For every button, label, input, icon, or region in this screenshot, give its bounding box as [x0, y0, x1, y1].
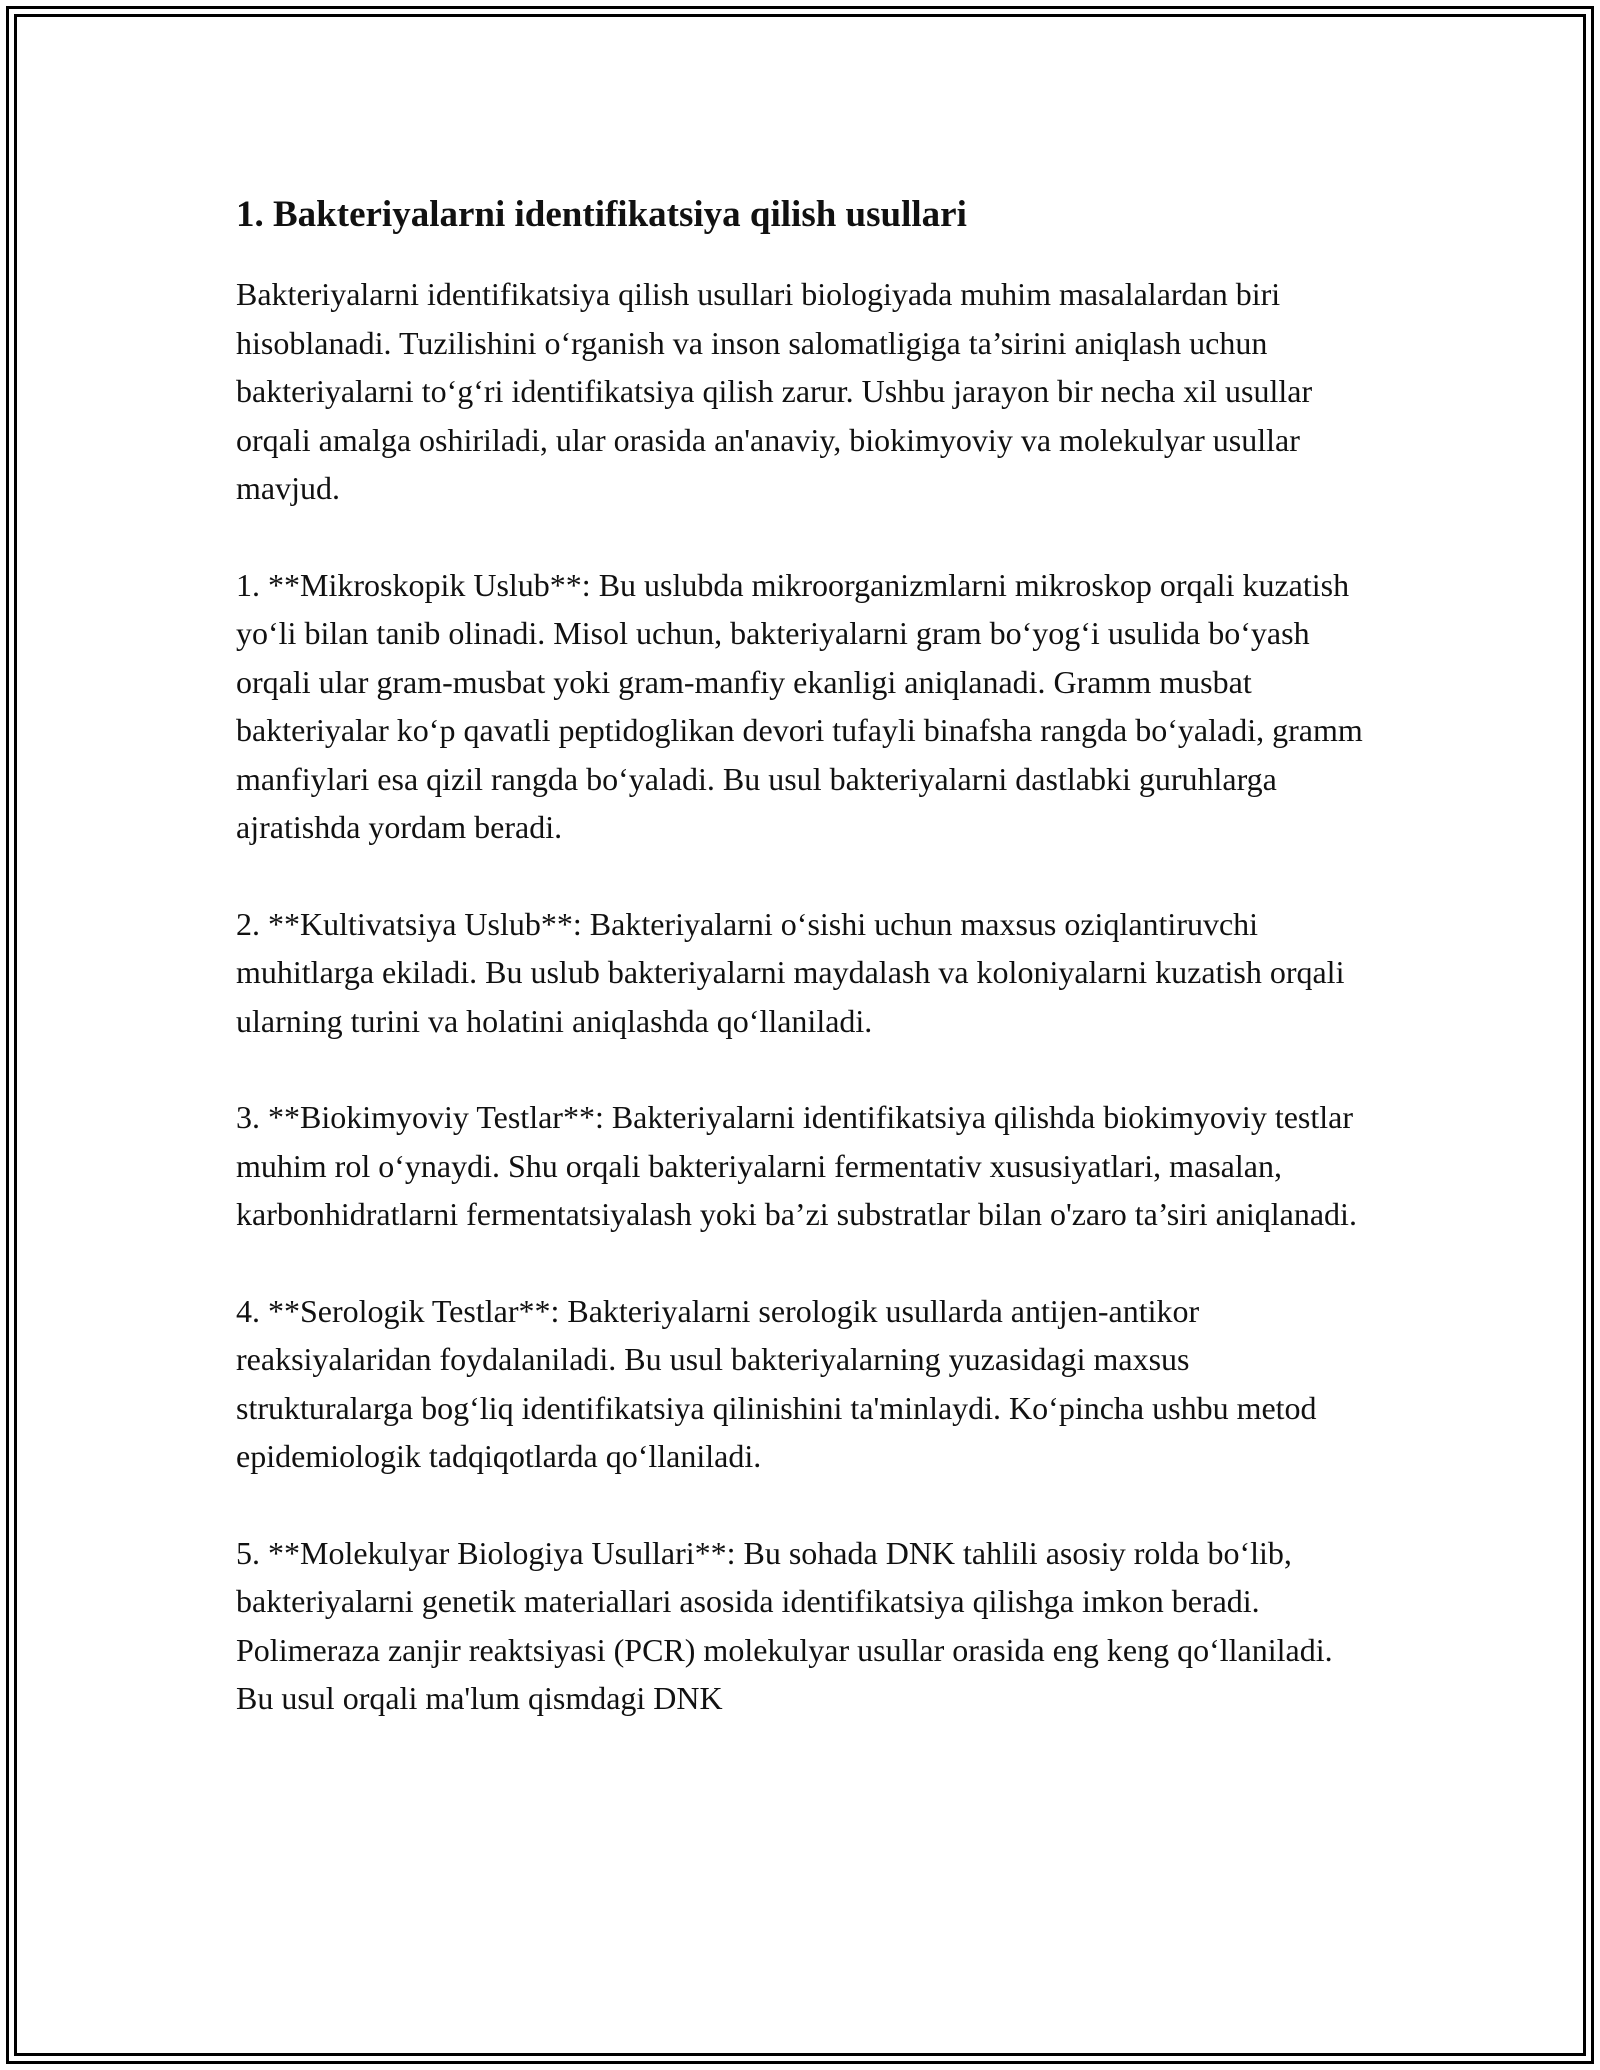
paragraph-microscopic-method: 1. **Mikroskopik Uslub**: Bu uslubda mikroorganizmlarni mikroskop orqali kuzatish yo‘li bilan tanib olinadi. Misol uchun, bakteriyalarni gram bo‘yog‘i usulida bo‘yash orqali ular gram-musbat yoki gram-manfiy ekanligi aniqlanadi. Gramm musbat bakteriyalar ko‘p qavatli peptidoglikan devori tufayli binafsha rangda bo‘yaladi, gramm manfiylari esa qizil rangda bo‘yaladi. Bu usul bakteriyalarni dastlabki guruhlarga ajratishda yordam beradi.: [236, 566, 1363, 845]
document-body: [236, 186, 1366, 1771]
paragraph-biochemical-tests: 3. **Biokimyoviy Testlar**: Bakteriyalarni identifikatsiya qilishda biokimyoviy testlar muhim rol o‘ynaydi. Shu orqali bakteriyalarni fermentativ xususiyatlari, masalan, karbonhidratlarni fermentatsiyalash yoki ba’zi substratlar bilan o'zaro ta’siri aniqlanadi.: [236, 1099, 1357, 1232]
paragraph-molecular-methods: 5. **Molekulyar Biologiya Usullari**: Bu sohada DNK tahlili asosiy rolda bo‘lib, bakteriyalarni genetik materiallari asosida identifikatsiya qilishga imkon beradi. Polimeraza zanjir reaktsiyasi (PCR) molekulyar usullar orasida eng keng qo‘llaniladi. Bu usul orqali ma'lum qismdagi DNK: [236, 1534, 1333, 1716]
section-heading: 1. Bakteriyalarni identifikatsiya qilish usullari: [236, 194, 967, 235]
paragraph-serological-tests: 4. **Serologik Testlar**: Bakteriyalarni serologik usullarda antijen-antikor reaksiyalaridan foydalaniladi. Bu usul bakteriyalarning yuzasidagi maxsus strukturalarga bog‘liq identifikatsiya qilinishini ta'minlaydi. Ko‘pincha ushbu metod epidemiologik tadqiqotlarda qo‘llaniladi.: [236, 1292, 1317, 1474]
intro-paragraph: Bakteriyalarni identifikatsiya qilish usullari biologiyada muhim masalalardan biri hisoblanadi. Tuzilishini o‘rganish va inson salomatligiga ta’sirini aniqlash uchun bakteriyalarni to‘g‘ri identifikatsiya qilish zarur. Ushbu jarayon bir necha xil usullar orqali amalga oshiriladi, ular orasida an'anaviy, biokimyoviy va molekulyar usullar mavjud.: [236, 276, 1313, 506]
paragraph-cultivation-method: 2. **Kultivatsiya Uslub**: Bakteriyalarni o‘sishi uchun maxsus oziqlantiruvchi muhitlarga ekiladi. Bu uslub bakteriyalarni maydalash va koloniyalarni kuzatish orqali ularning turini va holatini aniqlashda qo‘llaniladi.: [236, 905, 1345, 1039]
